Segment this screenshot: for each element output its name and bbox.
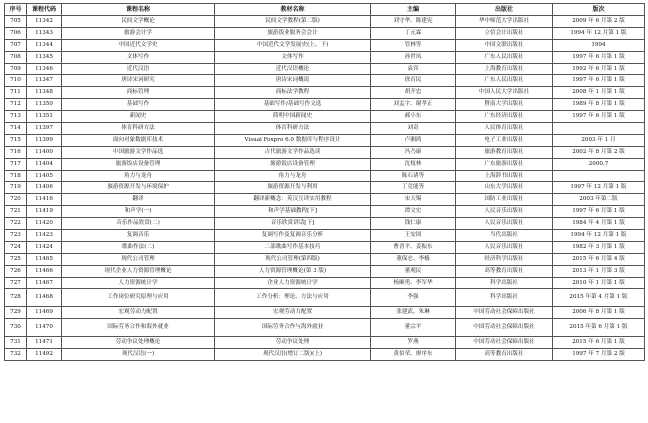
publisher-cell: 人民体育出版社 [456,123,553,135]
course-code-cell: 11423 [27,230,62,242]
table-row [5,277,645,289]
editor-cell: 冯乃康 [371,146,456,158]
textbook-name-cell: 国际劳务合作与海外就业 [215,319,371,337]
edition-cell [553,170,645,182]
seq-cell: 723 [5,230,27,242]
header-course-code: 课程代码 [27,4,62,16]
editor-cell: 宋天锡 [371,194,456,206]
editor-cell: 钱仁康 [371,218,456,230]
table-row [5,206,645,218]
course-name-cell: 国际劳务合作和海外就业 [62,319,215,337]
course-code-cell: 11348 [27,87,62,99]
textbook-table [4,3,645,361]
publisher-cell: 广东旅游出版社 [456,158,553,170]
course-name-cell: 翻译 [62,194,215,206]
course-name-cell: 复调音乐 [62,230,215,242]
seq-cell: 709 [5,63,27,75]
table-row [5,16,645,28]
table-row [5,319,645,337]
edition-cell: 1997 年 6 月第 1 版 [553,75,645,87]
editor-cell: 卢湘鸿 [371,134,456,146]
header-editor: 主编 [371,4,456,16]
edition-cell: 2003 年第二版 [553,194,645,206]
course-name-cell: 劳动争议处理概论 [62,337,215,349]
publisher-cell: 中国劳动社会保障出版社 [456,337,553,349]
course-code-cell: 11470 [27,319,62,337]
table-row [5,241,645,253]
textbook-name-cell: 简明中国新闻史 [215,111,371,123]
table-row [5,307,645,319]
course-name-cell: 商标管理 [62,87,215,99]
course-code-cell: 11424 [27,241,62,253]
table-row [5,265,645,277]
course-name-cell: 中国近代文学史 [62,39,215,51]
editor-cell: 谭文宏 [371,206,456,218]
edition-cell: 2015 年第 6 月第 1 版 [553,319,645,337]
course-name-cell: 旅游资源开发与环境保护 [62,182,215,194]
course-code-cell: 11419 [27,206,62,218]
course-name-cell: 近代汉语 [62,63,215,75]
edition-cell: 2010 年 1 月第 1 版 [553,277,645,289]
publisher-cell: 广东人民出版社 [456,51,553,63]
course-code-cell: 11405 [27,170,62,182]
textbook-name-cell: 旅游饭业服务会会计 [215,27,371,39]
editor-cell: 曹晋平、姜振东 [371,241,456,253]
edition-cell: 1984 年 4 月第 1 版 [553,218,645,230]
edition-cell: 1997 年 6 月第 1 版 [553,51,645,63]
table-row [5,158,645,170]
course-code-cell: 11471 [27,337,62,349]
publisher-cell: 华中师范大学出版社 [456,16,553,28]
header-seq: 序号 [5,4,27,16]
textbook-name-cell: 中国近代文学发展史(上、下) [215,39,371,51]
seq-cell: 717 [5,158,27,170]
editor-cell: 董保仑、李樯 [371,253,456,265]
textbook-name-cell: 商标法学教程 [215,87,371,99]
seq-cell: 721 [5,206,27,218]
textbook-name-cell: 工作分析：理论、方法与应用 [215,289,371,307]
textbook-name-cell: 复调写作及复调音乐分析 [215,230,371,242]
edition-cell: 2009 年 6 月第 2 版 [553,16,645,28]
table-row [5,230,645,242]
seq-cell: 720 [5,194,27,206]
publisher-cell: 中国文联出版社 [456,39,553,51]
edition-cell: 2002 年 8 月第 2 版 [553,146,645,158]
course-code-cell: 11466 [27,265,62,277]
editor-cell: 孙世凤 [371,51,456,63]
textbook-name-cell: 和声学基础教程[下] [215,206,371,218]
edition-cell: 2006 年 8 月第 1 版 [553,307,645,319]
edition-cell: 1997 年 6 月第 1 版 [553,206,645,218]
seq-cell: 726 [5,265,27,277]
seq-cell: 705 [5,16,27,28]
seq-cell: 730 [5,319,27,337]
course-name-cell: 角力与龙舟 [62,170,215,182]
seq-cell: 725 [5,253,27,265]
table-row [5,134,645,146]
course-name-cell: 宏观劳动力配置 [62,307,215,319]
seq-cell: 724 [5,241,27,253]
table-row [5,146,645,158]
course-code-cell: 11343 [27,27,62,39]
publisher-cell: 当代出版社 [456,230,553,242]
publisher-cell: 国防工业出版社 [456,194,553,206]
table-row [5,182,645,194]
edition-cell: 1994 年 12 月第 1 版 [553,230,645,242]
course-code-cell: 11492 [27,349,62,361]
publisher-cell: 上海教育出版社 [456,63,553,75]
seq-cell: 719 [5,182,27,194]
editor-cell: 刘奇 [371,123,456,135]
course-code-cell: 11346 [27,63,62,75]
seq-cell: 710 [5,75,27,87]
table-row [5,63,645,75]
editor-cell: 董宗平 [371,319,456,337]
seq-cell: 729 [5,307,27,319]
course-code-cell: 11406 [27,182,62,194]
editor-cell: 徐育民 [371,75,456,87]
course-name-cell: 现代公司管理 [62,253,215,265]
textbook-name-cell: 人力资源管理概论(第 3 版) [215,265,371,277]
course-code-cell: 11467 [27,277,62,289]
seq-cell: 718 [5,170,27,182]
course-code-cell: 11420 [27,218,62,230]
textbook-name-cell: 旅游饭店设备管理 [215,158,371,170]
course-code-cell: 11345 [27,51,62,63]
publisher-cell: 中国劳动社会保障出版社 [456,307,553,319]
editor-cell: 袁宾 [371,63,456,75]
textbook-name-cell: 唐诗宋词概说 [215,75,371,87]
edition-cell [553,123,645,135]
textbook-name-cell: Visual Foxpro 6.0 数据库与程序设计 [215,134,371,146]
editor-cell: 王安国 [371,230,456,242]
publisher-cell: 电子工业出版社 [456,134,553,146]
editor-cell: 罗燕 [371,337,456,349]
course-name-cell: 体育科研方法 [62,123,215,135]
seq-cell: 708 [5,51,27,63]
edition-cell: 1994 [553,39,645,51]
course-name-cell: 和声学(一) [62,206,215,218]
publisher-cell: 科学出版社 [456,277,553,289]
course-name-cell: 人力资源统计学 [62,277,215,289]
table-row [5,39,645,51]
edition-cell: 1994 年 12 月第 1 版 [553,27,645,39]
course-name-cell: 现代汉语(一) [62,349,215,361]
publisher-cell: 高等教育出版社 [456,265,553,277]
seq-cell: 716 [5,146,27,158]
table-row [5,253,645,265]
textbook-list-sheet [4,3,644,361]
table-row [5,218,645,230]
edition-cell: 2008 年 1 月第 1 版 [553,87,645,99]
header-course-name: 课程名称 [62,4,215,16]
edition-cell: 1997 年 7 月第 2 版 [553,349,645,361]
course-name-cell: 新闻史 [62,111,215,123]
course-code-cell: 11351 [27,111,62,123]
editor-cell: 管林等 [371,39,456,51]
course-name-cell: 工作岗位研究原理与应用 [62,289,215,307]
edition-cell: 2015 年 6 月第 1 版 [553,337,645,349]
seq-cell: 707 [5,39,27,51]
editor-cell: 黄伯荣、廖序东 [371,349,456,361]
textbook-name-cell: 体育科研方法 [215,123,371,135]
edition-cell: 2003 年 1 月 [553,134,645,146]
table-row [5,87,645,99]
edition-cell: 2015 年第 4 月第 1 版 [553,289,645,307]
table-row [5,51,645,63]
publisher-cell: 中国人民大学出版社 [456,87,553,99]
textbook-name-cell: 翻译新概念：英汉互译实用教程 [215,194,371,206]
table-row [5,111,645,123]
publisher-cell: 广东经济出版社 [456,111,553,123]
seq-cell: 714 [5,123,27,135]
textbook-name-cell: 古代旅游文学作品选读 [215,146,371,158]
course-code-cell: 11404 [27,158,62,170]
seq-cell: 715 [5,134,27,146]
publisher-cell: 高等教育出版社 [456,349,553,361]
publisher-cell: 山东大学出版社 [456,182,553,194]
table-row [5,349,645,361]
header-edition: 版次 [553,4,645,16]
publisher-cell: 中国劳动社会保障出版社 [456,319,553,337]
textbook-name-cell: 现代公司管理(第四版) [215,253,371,265]
publisher-cell: 旅游教育出版社 [456,146,553,158]
course-name-cell: 面向对象数据库技术 [62,134,215,146]
editor-cell: 丁元霖 [371,27,456,39]
edition-cell: 1992 年 6 月第 1 版 [553,63,645,75]
course-code-cell: 11469 [27,307,62,319]
textbook-name-cell: 宏观劳动力配置 [215,307,371,319]
textbook-name-cell: 民间文学教程(第二版) [215,16,371,28]
course-code-cell: 11465 [27,253,62,265]
seq-cell: 712 [5,99,27,111]
seq-cell: 731 [5,337,27,349]
course-code-cell: 11468 [27,289,62,307]
header-publisher: 出版社 [456,4,553,16]
course-name-cell: 音乐作品欣赏(二) [62,218,215,230]
editor-cell: 丁竞能等 [371,182,456,194]
course-code-cell: 11350 [27,99,62,111]
editor-cell: 沈枝林 [371,158,456,170]
publisher-cell: 广东人民出版社 [456,75,553,87]
publisher-cell: 人民音乐出版社 [456,206,553,218]
textbook-name-cell: 旅游资源开发与利用 [215,182,371,194]
publisher-cell: 人民音乐出版社 [456,218,553,230]
course-code-cell: 11397 [27,123,62,135]
textbook-name-cell: 现代汉语(增订二版)(上) [215,349,371,361]
textbook-name-cell: 二部歌曲写作基本技巧 [215,241,371,253]
course-name-cell: 中国旅游文学作品选 [62,146,215,158]
seq-cell: 727 [5,277,27,289]
table-row [5,75,645,87]
table-row [5,170,645,182]
edition-cell: 1989 年 8 月第 1 版 [553,99,645,111]
publisher-cell: 立信会计出版社 [456,27,553,39]
editor-cell: 张建武、朱琳 [371,307,456,319]
course-name-cell: 民间文学概论 [62,16,215,28]
textbook-name-cell: 近代汉语概论 [215,63,371,75]
seq-cell: 722 [5,218,27,230]
table-row [5,337,645,349]
editor-cell: 刘孟宇、谢孝正 [371,99,456,111]
editor-cell: 胡开忠 [371,87,456,99]
publisher-cell: 暨南大学出版社 [456,99,553,111]
course-code-cell: 11416 [27,194,62,206]
publisher-cell: 经济科学出版社 [456,253,553,265]
course-name-cell: 现代企业人力资源管理概论 [62,265,215,277]
edition-cell: 2015 年 6 月第 4 版 [553,253,645,265]
textbook-name-cell: 基础写作/基础写作文选 [215,99,371,111]
editor-cell: 董观民 [371,265,456,277]
edition-cell: 2013 年 1 月第 3 版 [553,265,645,277]
textbook-name-cell: 企业人力资源统计学 [215,277,371,289]
publisher-cell: 上海辞书出版社 [456,170,553,182]
seq-cell: 728 [5,289,27,307]
editor-cell: 陈石诸等 [371,170,456,182]
course-code-cell: 11399 [27,134,62,146]
table-row [5,194,645,206]
seq-cell: 706 [5,27,27,39]
seq-cell: 732 [5,349,27,361]
course-code-cell: 11342 [27,16,62,28]
table-row [5,27,645,39]
textbook-name-cell: 角力与龙舟 [215,170,371,182]
course-name-cell: 唐诗宋词研究 [62,75,215,87]
table-header-row [5,4,645,16]
editor-cell: 刘守华、陈建宪 [371,16,456,28]
course-name-cell: 旅游饭店设备管理 [62,158,215,170]
publisher-cell: 人民音乐出版社 [456,241,553,253]
edition-cell: 1997 年 12 月第 1 版 [553,182,645,194]
edition-cell: 2000.7 [553,158,645,170]
course-code-cell: 11347 [27,75,62,87]
edition-cell: 1982 年 3 月第 1 版 [553,241,645,253]
table-row [5,289,645,307]
editor-cell: 杨顺勇、李军华 [371,277,456,289]
editor-cell: 李强 [371,289,456,307]
seq-cell: 713 [5,111,27,123]
textbook-name-cell: 劳动争议处理 [215,337,371,349]
table-row [5,99,645,111]
table-body [5,16,645,361]
textbook-name-cell: 文体写作 [215,51,371,63]
table-row [5,123,645,135]
editor-cell: 郝小东 [371,111,456,123]
course-name-cell: 旅游会计学 [62,27,215,39]
course-name-cell: 文体写作 [62,51,215,63]
course-code-cell: 11400 [27,146,62,158]
course-code-cell: 11344 [27,39,62,51]
textbook-name-cell: 音乐欣赏讲话[下] [215,218,371,230]
publisher-cell: 科学出版社 [456,289,553,307]
edition-cell: 1997 年 6 月第 1 版 [553,111,645,123]
header-textbook-name: 教材名称 [215,4,371,16]
course-name-cell: 歌曲作法(二) [62,241,215,253]
seq-cell: 711 [5,87,27,99]
course-name-cell: 基础写作 [62,99,215,111]
